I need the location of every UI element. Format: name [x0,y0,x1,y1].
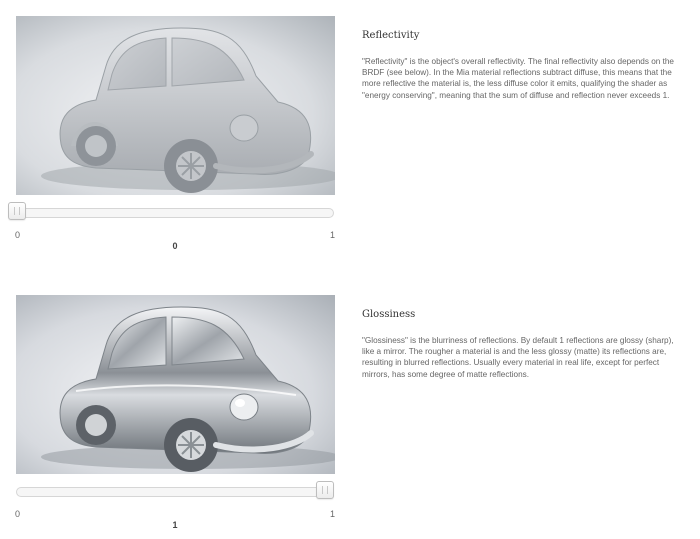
reflectivity-value-readout: 0 [172,241,178,251]
reflectivity-slider-max-label: 1 [330,230,336,240]
reflectivity-slider-track[interactable] [16,208,334,218]
reflectivity-heading: Reflectivity [362,30,420,41]
reflectivity-description: "Reflectivity" is the object's overall reflectivity. The final reflectivity also depends on the BRDF (see below). In the Mia material reflections subtract diffuse, this means that the more reflective the material is, the less diffuse color it emits, qualifying the shader as "energy conserving", meaning that the sum of diffuse and reflection never exceeds 1. [362,57,674,100]
glossiness-section [0,279,700,539]
reflectivity-section [0,0,700,260]
glossiness-slider-min-label: 0 [15,509,21,519]
glossiness-heading: Glossiness [362,309,416,320]
glossiness-slider-thumb[interactable] [316,481,334,499]
car-render-glossy [16,295,335,474]
glossiness-value-readout: 1 [172,520,178,530]
reflectivity-slider-thumb[interactable] [8,202,26,220]
glossiness-description: "Glossiness" is the blurriness of reflections. By default 1 reflections are glossy (sharp), like a mirror. The rougher a material is and the less glossy (matte) its reflections are, resulting in blurred reflections. Usually every material in real life, except for perfect mirrors, has some degree of matte reflections. [362,336,674,379]
car-render-matte [16,16,335,195]
glossiness-slider-max-label: 1 [330,509,336,519]
glossiness-slider-track[interactable] [16,487,334,497]
reflectivity-slider-min-label: 0 [15,230,21,240]
